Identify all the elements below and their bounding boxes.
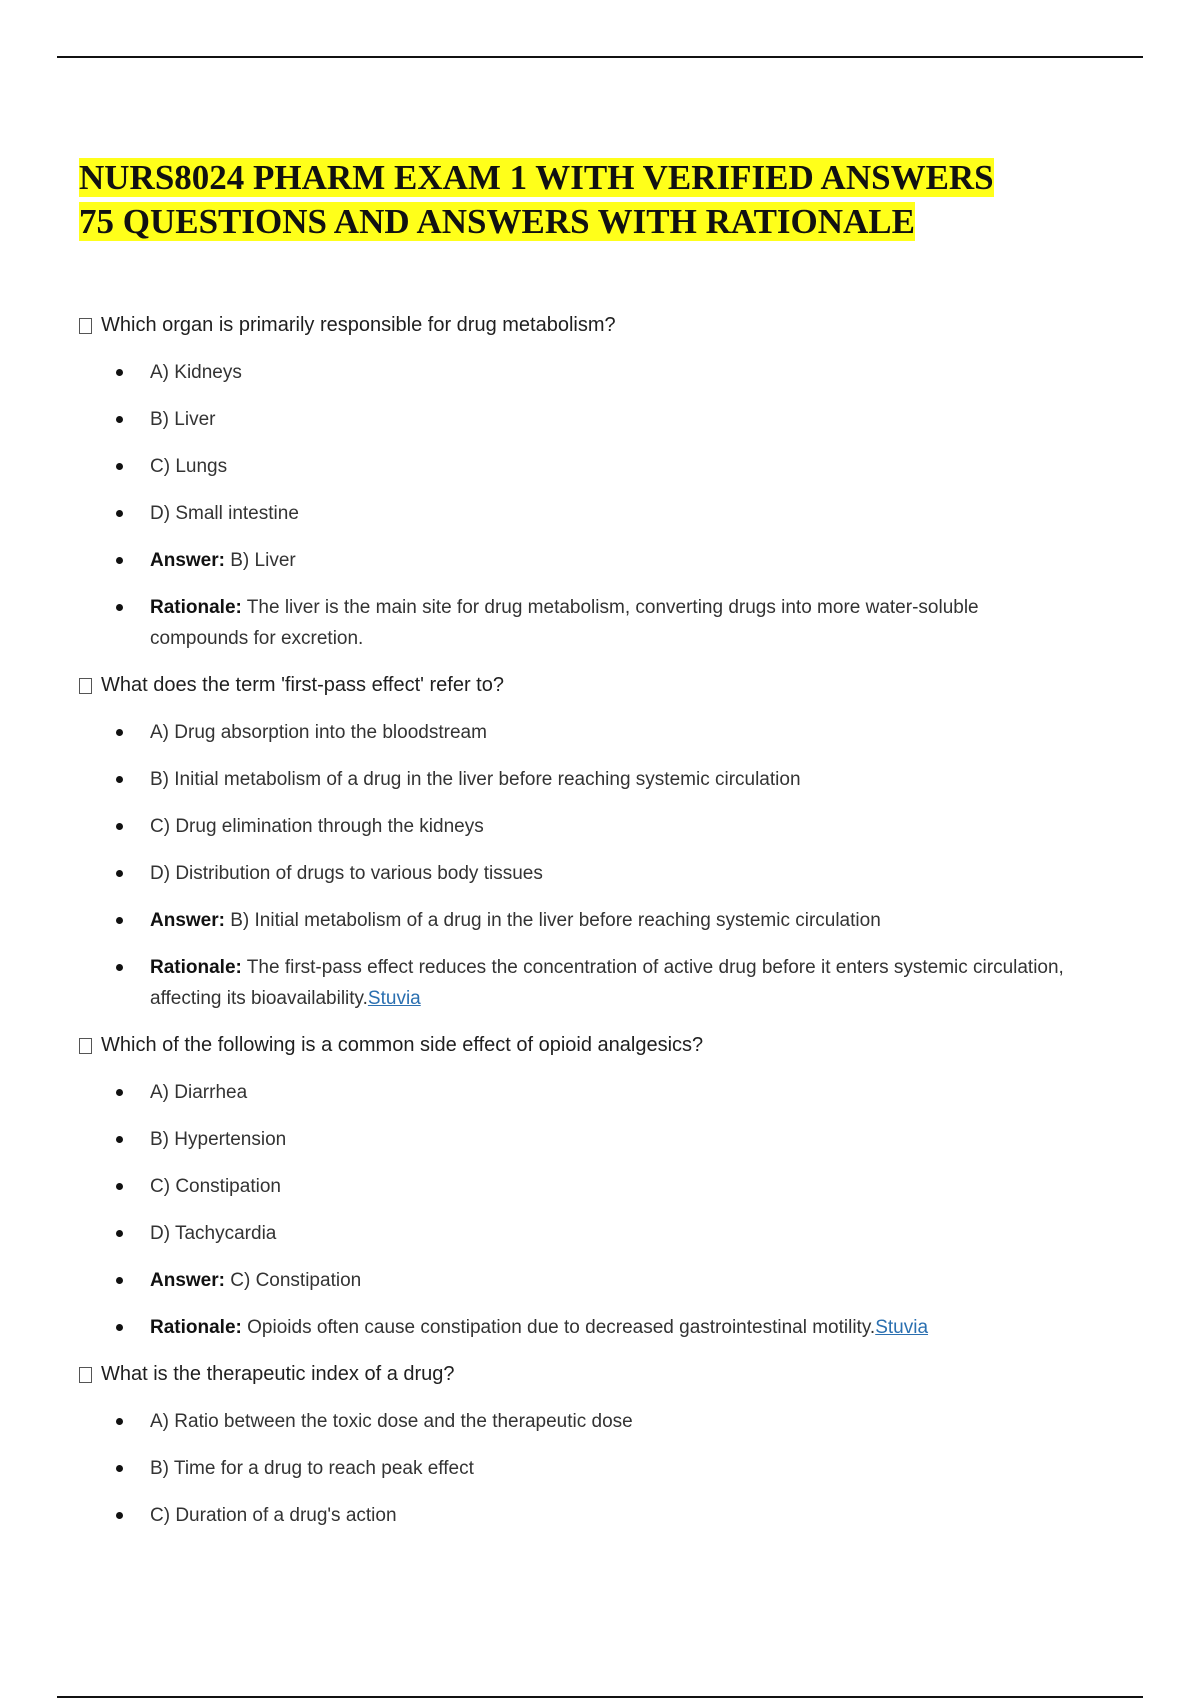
option-a: A) Drug absorption into the bloodstream (79, 709, 1079, 756)
title-line-2: 75 QUESTIONS AND ANSWERS WITH RATIONALE (79, 202, 916, 241)
checkbox-square-icon (79, 678, 92, 694)
option-b: B) Initial metabolism of a drug in the liver before reaching systemic circulation (79, 756, 1079, 803)
option-b: B) Liver (79, 396, 1079, 443)
option-d: D) Tachycardia (79, 1210, 1079, 1257)
question-2 (79, 662, 1079, 709)
option-a: A) Kidneys (79, 349, 1079, 396)
answer-item (79, 537, 1079, 584)
question-2-options (79, 709, 1079, 1022)
answer-label: Answer: (150, 910, 225, 931)
answer-label: Answer: (150, 550, 225, 571)
question-text: What is the therapeutic index of a drug? (101, 1363, 455, 1385)
answer-item (79, 1257, 1079, 1304)
question-4-options (79, 1398, 1079, 1539)
option-c: C) Duration of a drug's action (79, 1492, 1079, 1539)
top-rule (57, 56, 1143, 58)
rationale-label: Rationale: (150, 957, 242, 978)
answer-label: Answer: (150, 1270, 225, 1291)
question-text: What does the term 'first-pass effect' refer to? (101, 674, 504, 696)
bottom-rule (57, 1696, 1143, 1698)
question-text: Which of the following is a common side effect of opioid analgesics? (101, 1034, 704, 1056)
rationale-text: The liver is the main site for drug metabolism, converting drugs into more water-soluble compounds for excretion. (150, 597, 979, 649)
option-c: C) Constipation (79, 1163, 1079, 1210)
question-1 (79, 302, 1079, 349)
option-b: B) Hypertension (79, 1116, 1079, 1163)
option-c: C) Lungs (79, 443, 1079, 490)
rationale-text: Opioids often cause constipation due to decreased gastrointestinal motility. (247, 1317, 876, 1338)
checkbox-square-icon (79, 1038, 92, 1054)
checkbox-square-icon (79, 318, 92, 334)
option-d: D) Distribution of drugs to various body tissues (79, 850, 1079, 897)
source-link[interactable]: Stuvia (875, 1317, 929, 1338)
document-title (79, 156, 994, 244)
rationale-label: Rationale: (150, 597, 242, 618)
rationale-text: The first-pass effect reduces the concentration of active drug before it enters systemic circulation, affecting its bioavailability. (150, 957, 1064, 1009)
answer-item (79, 897, 1079, 944)
questions-container (79, 302, 1079, 1539)
rationale-label: Rationale: (150, 1317, 242, 1338)
answer-text: C) Constipation (230, 1270, 362, 1291)
rationale-item (79, 1304, 1079, 1351)
question-text: Which organ is primarily responsible for drug metabolism? (101, 314, 616, 336)
checkbox-square-icon (79, 1367, 92, 1383)
option-a: A) Diarrhea (79, 1069, 1079, 1116)
rationale-item (79, 584, 1079, 662)
option-c: C) Drug elimination through the kidneys (79, 803, 1079, 850)
question-3-options (79, 1069, 1079, 1351)
title-line-1: NURS8024 PHARM EXAM 1 WITH VERIFIED ANSWERS (79, 158, 994, 197)
question-1-options (79, 349, 1079, 662)
rationale-item (79, 944, 1079, 1022)
question-3 (79, 1022, 1079, 1069)
option-a: A) Ratio between the toxic dose and the therapeutic dose (79, 1398, 1079, 1445)
option-b: B) Time for a drug to reach peak effect (79, 1445, 1079, 1492)
answer-text: B) Initial metabolism of a drug in the liver before reaching systemic circulation (230, 910, 881, 931)
question-4 (79, 1351, 1079, 1398)
answer-text: B) Liver (230, 550, 296, 571)
source-link[interactable]: Stuvia (367, 988, 421, 1009)
option-d: D) Small intestine (79, 490, 1079, 537)
